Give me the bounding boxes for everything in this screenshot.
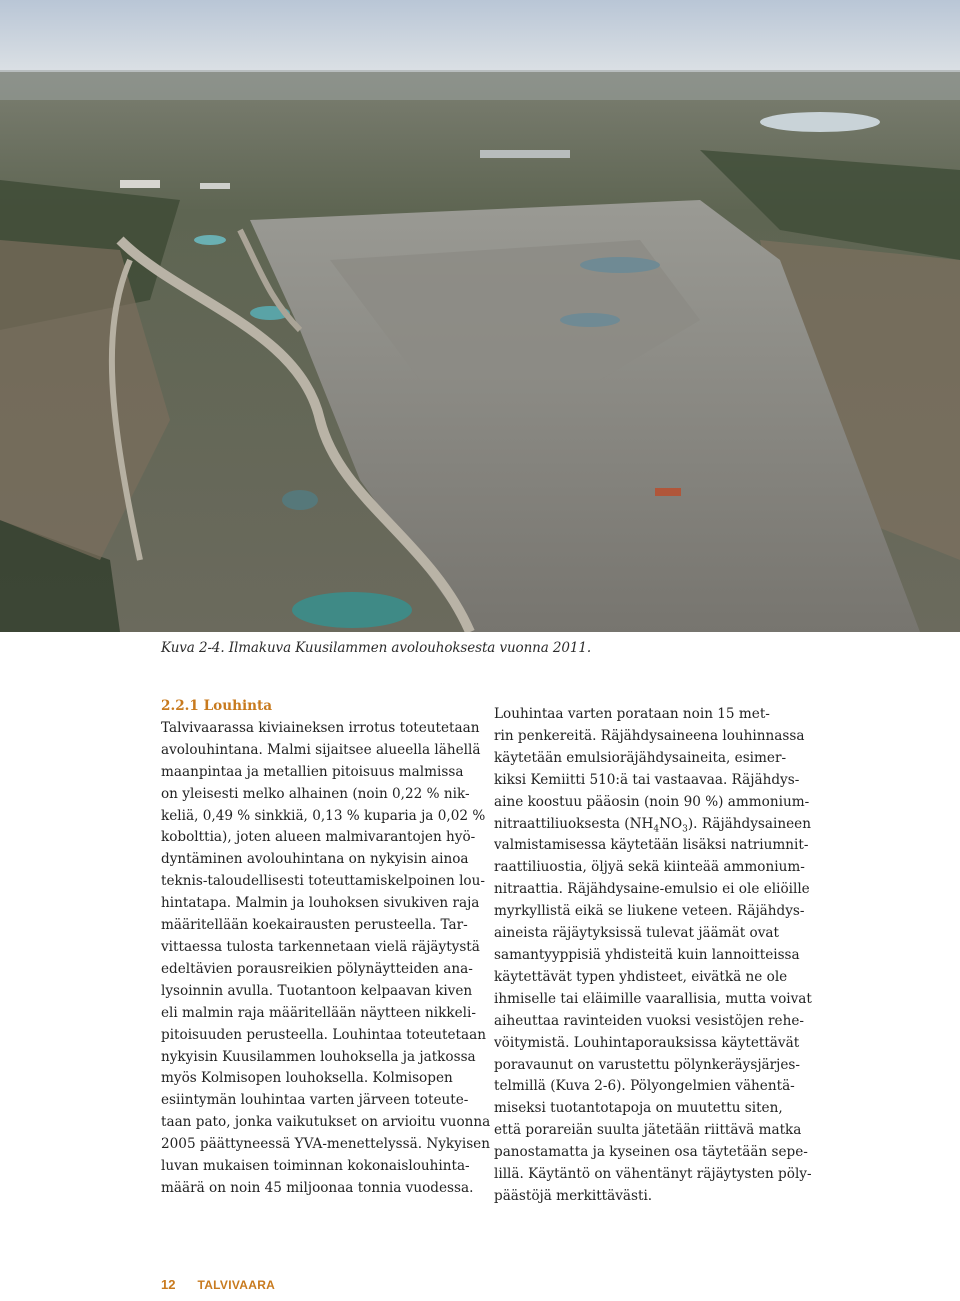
left-column-line: vittaessa tulosta tarkennetaan vielä räjäytystä — [161, 938, 480, 955]
left-column-line: nykyisin Kuusilammen louhoksella ja jatkossa — [161, 1048, 476, 1065]
brand-logo-text: TALVIVAARA — [197, 1277, 276, 1292]
left-text-column — [161, 696, 491, 1200]
left-column-line: myös Kolmisopen louhoksella. Kolmisopen — [161, 1070, 453, 1087]
right-column-line: rin penkereitä. Räjähdysaineena louhinnassa — [494, 727, 805, 744]
right-column-line: myrkyllistä eikä se liukene veteen. Räjähdys- — [494, 903, 805, 920]
left-column-line: avolouhintana. Malmi sijaitsee alueella lähellä — [161, 741, 481, 758]
right-column-line: päästöjä merkittävästi. — [494, 1187, 653, 1204]
left-column-line: edeltävien porausreikien pölynäytteiden ana- — [161, 960, 473, 977]
left-paragraph — [161, 718, 491, 1200]
right-column-line: nitraattia. Räjähdysaine-emulsio ei ole eliöille — [494, 881, 810, 898]
right-column-line: ihmiselle tai eläimille vaarallisia, mutta voivat — [494, 990, 812, 1007]
formula-subscript-3: 3 — [682, 824, 688, 835]
right-column-line: vöitymistä. Louhintaporauksissa käytettävät — [494, 1034, 800, 1051]
left-column-line: kobolttia), joten alueen malmivarantojen hyö- — [161, 829, 476, 846]
right-column-line: että porareiän suulta jätetään riittävä matka — [494, 1122, 802, 1139]
left-column-line: luvan mukaisen toiminnan kokonaislouhinta- — [161, 1158, 470, 1175]
right-column-line: käytetään emulsioräjähdysaineita, esimer- — [494, 749, 787, 766]
formula-subscript-4: 4 — [653, 824, 660, 835]
right-column-line: valmistamisessa käytetään lisäksi natriumnit- — [494, 837, 809, 854]
section-heading: 2.2.1 Louhinta — [161, 698, 273, 714]
left-column-line: taan pato, jonka vaikutukset on arvioitu vuonna — [161, 1114, 491, 1131]
left-column-line: dyntäminen avolouhintana on nykyisin ainoa — [161, 851, 469, 868]
right-paragraph-start — [494, 704, 814, 814]
formula-line — [494, 814, 814, 836]
left-column-line: Talvivaarassa kiviaineksen irrotus toteutetaan — [161, 719, 480, 736]
page-footer — [161, 1277, 275, 1292]
right-column-line: aiheuttaa ravinteiden vuoksi vesistöjen rehe- — [494, 1012, 804, 1029]
right-column-line: aine koostuu pääosin (noin 90 %) ammonium- — [494, 793, 810, 810]
left-column-line: lysoinnin avulla. Tuotantoon kelpaavan kiven — [161, 982, 473, 999]
formula-suffix: ). Räjähdysaineen — [687, 815, 811, 832]
right-column-line: lillä. Käytäntö on vähentänyt räjäytysten pöly- — [494, 1166, 812, 1183]
aerial-mine-photo — [0, 0, 960, 632]
figure-caption: Kuva 2-4. Ilmakuva Kuusilammen avolouhoksesta vuonna 2011. — [161, 640, 592, 656]
right-text-column — [494, 704, 814, 1208]
right-column-line: aineista räjäytyksissä tulevat jäämät ovat — [494, 925, 779, 942]
left-column-line: on yleisesti melko alhainen (noin 0,22 % nik- — [161, 785, 470, 802]
left-column-line: teknis-taloudellisesti toteuttamiskelpoinen lou- — [161, 873, 485, 890]
left-column-line: esiintymän louhintaa varten järveen toteute- — [161, 1092, 469, 1109]
right-column-line: käytettävät typen yhdisteet, eivätkä ne ole — [494, 968, 788, 985]
right-column-line: telmillä (Kuva 2-6). Pölyongelmien vähentä- — [494, 1078, 795, 1095]
page-number: 12 — [161, 1277, 176, 1292]
right-column-line: Louhintaa varten porataan noin 15 met- — [494, 706, 770, 722]
formula-no: NO — [659, 815, 683, 832]
left-column-line: pitoisuuden perusteella. Louhintaa toteutetaan — [161, 1026, 486, 1043]
left-column-line: keliä, 0,49 % sinkkiä, 0,13 % kuparia ja 0,02 % — [161, 807, 486, 824]
left-column-line: määritellään koekairausten perusteella. Tar- — [161, 917, 468, 934]
right-column-line: miseksi tuotantotapoja on muutettu siten, — [494, 1100, 783, 1117]
left-column-line: määrä on noin 45 miljoonaa tonnia vuodessa. — [161, 1179, 474, 1196]
left-column-line: maanpintaa ja metallien pitoisuus malmissa — [161, 763, 464, 780]
left-column-line: 2005 päättyneessä YVA-menettelyssä. Nykyisen — [161, 1136, 490, 1153]
right-column-line: panostamatta ja kyseinen osa täytetään sepe- — [494, 1144, 808, 1161]
right-column-line: poravaunut on varustettu pölynkeräysjärjes- — [494, 1056, 800, 1073]
formula-prefix: nitraattiliuoksesta (NH — [494, 815, 654, 832]
left-column-line: hintatapa. Malmin ja louhoksen sivukiven raja — [161, 895, 480, 912]
left-column-line: eli malmin raja määritellään näytteen nikkeli- — [161, 1004, 476, 1021]
right-column-line: samantyyppisiä yhdisteitä kuin lannoitteissa — [494, 946, 800, 963]
right-paragraph-end — [494, 835, 814, 1207]
right-column-line: kiksi Kemiitti 510:ä tai vastaavaa. Räjähdys- — [494, 771, 800, 788]
right-column-line: raattiliuostia, öljyä sekä kiinteää ammonium- — [494, 859, 805, 876]
